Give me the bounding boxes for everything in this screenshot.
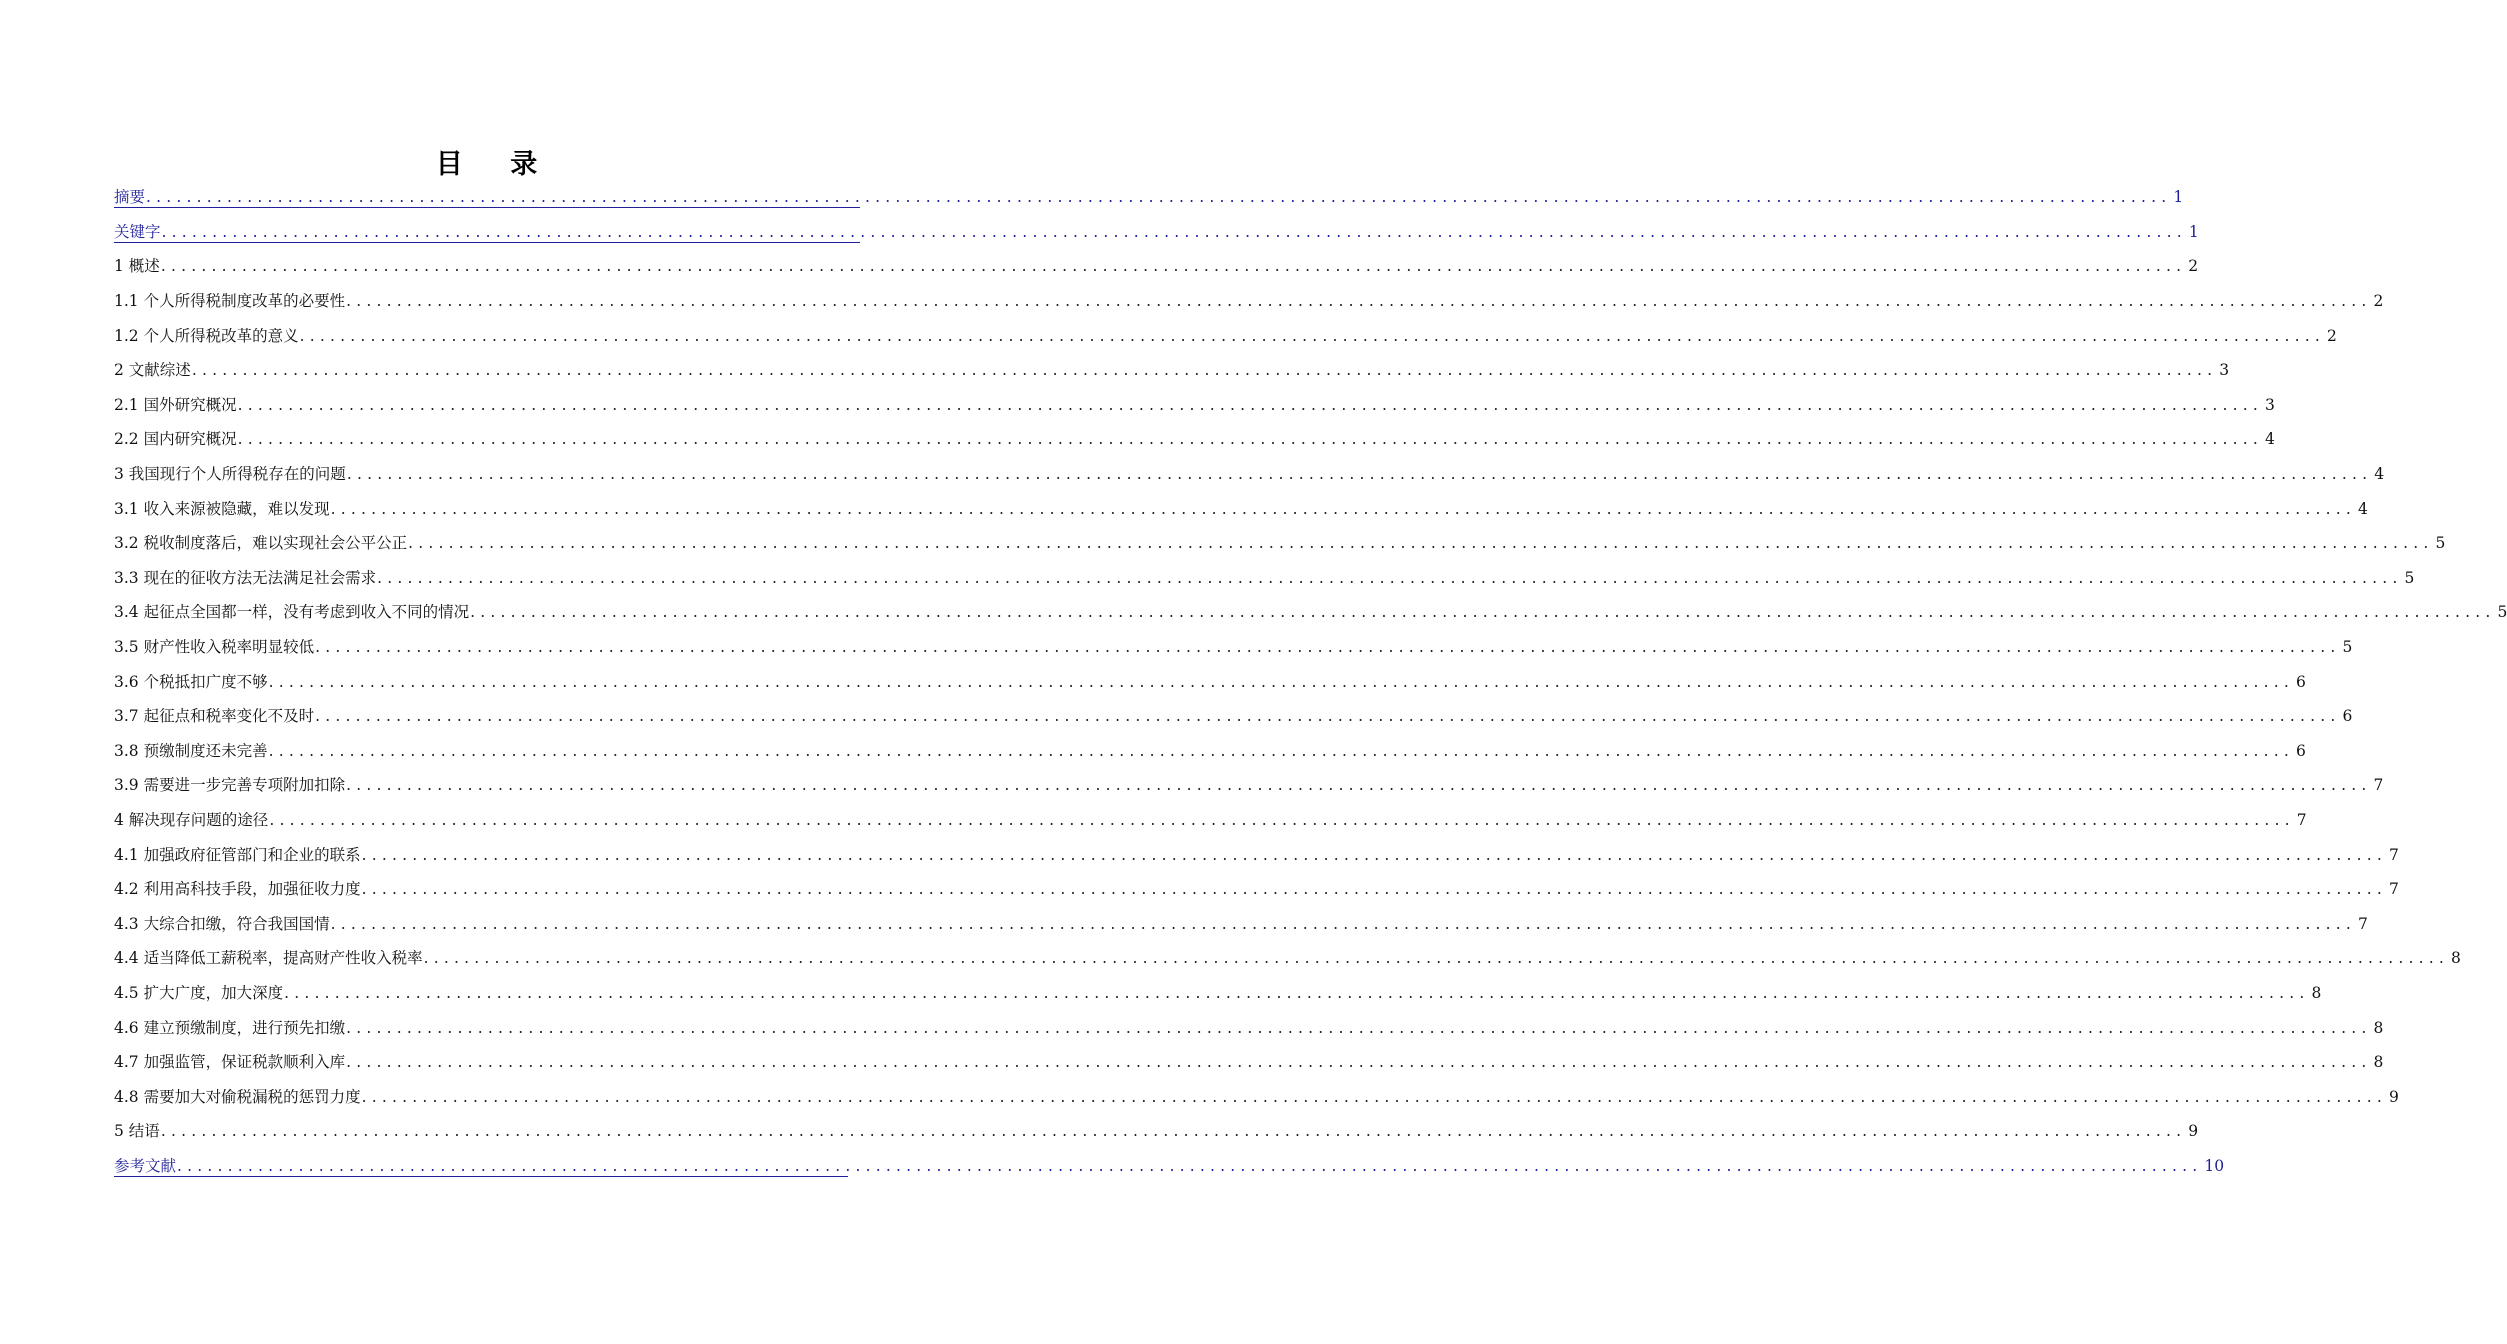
toc-leader-dots: ........................................................................................................................................................................................................ [346, 776, 2372, 795]
toc-entry [114, 595, 2507, 630]
toc-entry [114, 1079, 2399, 1114]
toc-leader-dots: ........................................................................................................................................................................................................ [161, 222, 2187, 241]
toc-entry-label: 我国现行个人所得税存在的问题 [128, 465, 346, 484]
toc-page-number: 2 [2188, 257, 2199, 276]
toc-leader-dots: ........................................................................................................................................................................................................ [146, 188, 2172, 207]
toc-entry-label: 个人所得税制度改革的必要性 [143, 292, 346, 311]
toc-entry-number: 3.6 [114, 672, 144, 691]
toc-entry-number: 4.1 [114, 845, 144, 864]
toc-leader-dots: ........................................................................................................................................................................................................ [346, 292, 2372, 311]
toc-page-number: 6 [2342, 707, 2353, 726]
toc-entry-number: 4 [114, 810, 129, 829]
toc-page-number: 4 [2358, 499, 2368, 518]
toc-leader-dots: ........................................................................................................................................................................................................ [268, 672, 2294, 691]
toc-leader-dots: ........................................................................................................................................................................................................ [330, 914, 2356, 933]
toc-entry-number: 4.6 [114, 1018, 144, 1037]
toc-entry-label: 现在的征收方法无法满足社会需求 [143, 568, 377, 587]
toc-entry-label: 扩大广度，加大深度 [143, 983, 284, 1002]
toc-entry [114, 664, 2306, 699]
toc-leader-dots: ........................................................................................................................................................................................................ [423, 949, 2449, 968]
toc-leader-dots: ........................................................................................................................................................................................................ [237, 430, 2263, 449]
toc-entry-number: 3.5 [114, 638, 144, 657]
toc-entry-number: 2.2 [114, 430, 144, 449]
toc-leader-dots: ........................................................................................................................................................................................................ [377, 568, 2403, 587]
toc-entry [114, 491, 2368, 526]
toc-entry-number: 3 [114, 465, 129, 484]
toc-link[interactable] [114, 1149, 2225, 1184]
toc-page-number: 2 [2373, 292, 2384, 311]
toc-entry-number: 4.8 [114, 1087, 144, 1106]
toc-page-number: 8 [2451, 949, 2461, 968]
toc-entry [114, 734, 2306, 769]
toc-entry [114, 1114, 2199, 1149]
toc-entry-number: 3.7 [114, 707, 144, 726]
toc-page-number: 6 [2296, 672, 2306, 691]
toc-entry [114, 872, 2399, 907]
toc-page-number: 6 [2296, 741, 2306, 760]
toc-entry [114, 526, 2446, 561]
toc-entry-label: 利用高科技手段，加强征收力度 [143, 880, 361, 899]
toc-entry-label: 起征点全国都一样，没有考虑到收入不同的情况 [143, 603, 470, 622]
toc-entry-label: 起征点和税率变化不及时 [143, 707, 315, 726]
toc-entry [114, 906, 2368, 941]
toc-leader-dots: ........................................................................................................................................................................................................ [160, 257, 2187, 276]
toc-entry-label: 建立预缴制度，进行预先扣缴 [143, 1018, 346, 1037]
toc-leader-dots: ........................................................................................................................................................................................................ [408, 534, 2434, 553]
toc-page-number: 9 [2188, 1122, 2199, 1141]
toc-page-number: 2 [2327, 326, 2337, 345]
toc-page-number: 10 [2204, 1156, 2225, 1175]
toc-entry-label: 解决现存问题的途径 [128, 810, 269, 829]
toc-leader-dots: ........................................................................................................................................................................................................ [470, 603, 2496, 622]
toc-entry-number: 1.2 [114, 326, 144, 345]
toc-entry-number: 3.8 [114, 741, 144, 760]
toc-entry-number: 3.9 [114, 776, 144, 795]
toc-entry [114, 976, 2322, 1011]
toc-leader-dots: ........................................................................................................................................................................................................ [315, 707, 2341, 726]
toc-entry-number: 4.4 [114, 949, 144, 968]
toc-entry-number: 4.2 [114, 880, 144, 899]
toc-entry-label: 预缴制度还未完善 [143, 741, 268, 760]
toc-leader-dots: ........................................................................................................................................................................................................ [237, 395, 2263, 414]
toc-leader-dots: ........................................................................................................................................................................................................ [361, 1087, 2387, 1106]
toc-page-number: 9 [2389, 1087, 2399, 1106]
toc-entry-label: 个税抵扣广度不够 [143, 672, 268, 691]
toc-page-number: 8 [2373, 1053, 2384, 1072]
toc-entry-label: 结语 [128, 1122, 160, 1141]
toc-page-number: 1 [2188, 222, 2199, 241]
toc-link[interactable] [114, 215, 2199, 250]
toc-page-number: 4 [2374, 465, 2385, 484]
toc-page-number: 5 [2342, 638, 2353, 657]
toc-leader-dots: ........................................................................................................................................................................................................ [284, 983, 2310, 1002]
toc-entry-number: 2 [114, 361, 129, 380]
toc-entry-label: 关键字 [114, 222, 161, 241]
toc-entry [114, 284, 2384, 319]
toc-page-number: 4 [2265, 430, 2275, 449]
toc-entry-label: 适当降低工薪税率，提高财产性收入税率 [143, 949, 423, 968]
toc-entry-label: 需要加大对偷税漏税的惩罚力度 [143, 1087, 361, 1106]
toc-leader-dots: ........................................................................................................................................................................................................ [191, 361, 2218, 380]
toc-page-number: 7 [2296, 810, 2307, 829]
toc-entry-label: 加强政府征管部门和企业的联系 [143, 845, 361, 864]
toc-entry-number: 4.5 [114, 983, 144, 1002]
toc-leader-dots: ........................................................................................................................................................................................................ [361, 880, 2387, 899]
toc-page-number: 7 [2373, 776, 2384, 795]
toc-entry [114, 803, 2307, 838]
toc-entry [114, 941, 2461, 976]
toc-leader-dots: ........................................................................................................................................................................................................ [268, 741, 2294, 760]
toc-entry-label: 税收制度落后，难以实现社会公平公正 [143, 534, 408, 553]
toc-page-number: 5 [2435, 534, 2446, 553]
toc-entry-number: 4.3 [114, 914, 144, 933]
toc-entry [114, 837, 2399, 872]
toc-entry-label: 加强监管，保证税款顺利入库 [143, 1053, 346, 1072]
toc-entry [114, 561, 2415, 596]
toc-link[interactable] [114, 180, 2184, 215]
toc-entry [114, 318, 2337, 353]
toc-entry [114, 353, 2230, 388]
toc-page-number: 7 [2358, 914, 2368, 933]
toc-entry-number: 4.7 [114, 1053, 144, 1072]
toc-leader-dots: ........................................................................................................................................................................................................ [269, 810, 2295, 829]
toc-leader-dots: ........................................................................................................................................................................................................ [346, 1018, 2372, 1037]
toc-entry-number: 1.1 [114, 292, 144, 311]
toc-leader-dots: ........................................................................................................................................................................................................ [346, 1053, 2372, 1072]
toc-entry-number: 3.2 [114, 534, 144, 553]
toc-entry-number: 2.1 [114, 395, 144, 414]
toc-entry [114, 630, 2353, 665]
toc-leader-dots: ........................................................................................................................................................................................................ [330, 499, 2356, 518]
toc-leader-dots: ........................................................................................................................................................................................................ [299, 326, 2325, 345]
toc-entry-number: 5 [114, 1122, 129, 1141]
toc-page-number: 7 [2389, 845, 2399, 864]
toc-leader-dots: ........................................................................................................................................................................................................ [361, 845, 2387, 864]
toc-entry-label: 个人所得税改革的意义 [143, 326, 299, 345]
toc-page-number: 8 [2373, 1018, 2384, 1037]
toc-entry-label: 参考文献 [114, 1156, 177, 1175]
toc-leader-dots: ........................................................................................................................................................................................................ [177, 1156, 2203, 1175]
toc-entry [114, 249, 2199, 284]
toc-entry [114, 1045, 2384, 1080]
toc-page-number: 3 [2219, 361, 2230, 380]
toc-entry [114, 1010, 2384, 1045]
toc-leader-dots: ........................................................................................................................................................................................................ [346, 465, 2373, 484]
toc-page-number: 3 [2265, 395, 2275, 414]
toc-leader-dots: ........................................................................................................................................................................................................ [160, 1122, 2187, 1141]
toc-entry-label: 大综合扣缴，符合我国国情 [143, 914, 330, 933]
toc-entry-label: 收入来源被隐藏，难以发现 [143, 499, 330, 518]
page-title: 目 录 [435, 149, 540, 180]
table-of-contents [114, 180, 2507, 1183]
toc-entry-number: 3.4 [114, 603, 144, 622]
toc-page-number: 5 [2404, 568, 2415, 587]
toc-entry-label: 文献综述 [128, 361, 191, 380]
toc-entry [114, 388, 2275, 423]
toc-entry [114, 457, 2385, 492]
toc-entry [114, 768, 2384, 803]
toc-entry [114, 422, 2275, 457]
toc-entry-label: 国内研究概况 [143, 430, 237, 449]
toc-page-number: 1 [2173, 188, 2184, 207]
toc-entry-number: 1 [114, 257, 129, 276]
toc-entry [114, 699, 2353, 734]
toc-page-number: 8 [2311, 983, 2322, 1002]
toc-leader-dots: ........................................................................................................................................................................................................ [315, 638, 2341, 657]
toc-entry-label: 摘要 [114, 188, 146, 207]
toc-page-number: 5 [2497, 603, 2507, 622]
toc-entry-label: 概述 [128, 257, 160, 276]
toc-entry-label: 需要进一步完善专项附加扣除 [143, 776, 346, 795]
toc-entry-number: 3.1 [114, 499, 144, 518]
toc-page-number: 7 [2389, 880, 2399, 899]
toc-entry-number: 3.3 [114, 568, 144, 587]
toc-entry-label: 国外研究概况 [143, 395, 237, 414]
toc-entry-label: 财产性收入税率明显较低 [143, 638, 315, 657]
